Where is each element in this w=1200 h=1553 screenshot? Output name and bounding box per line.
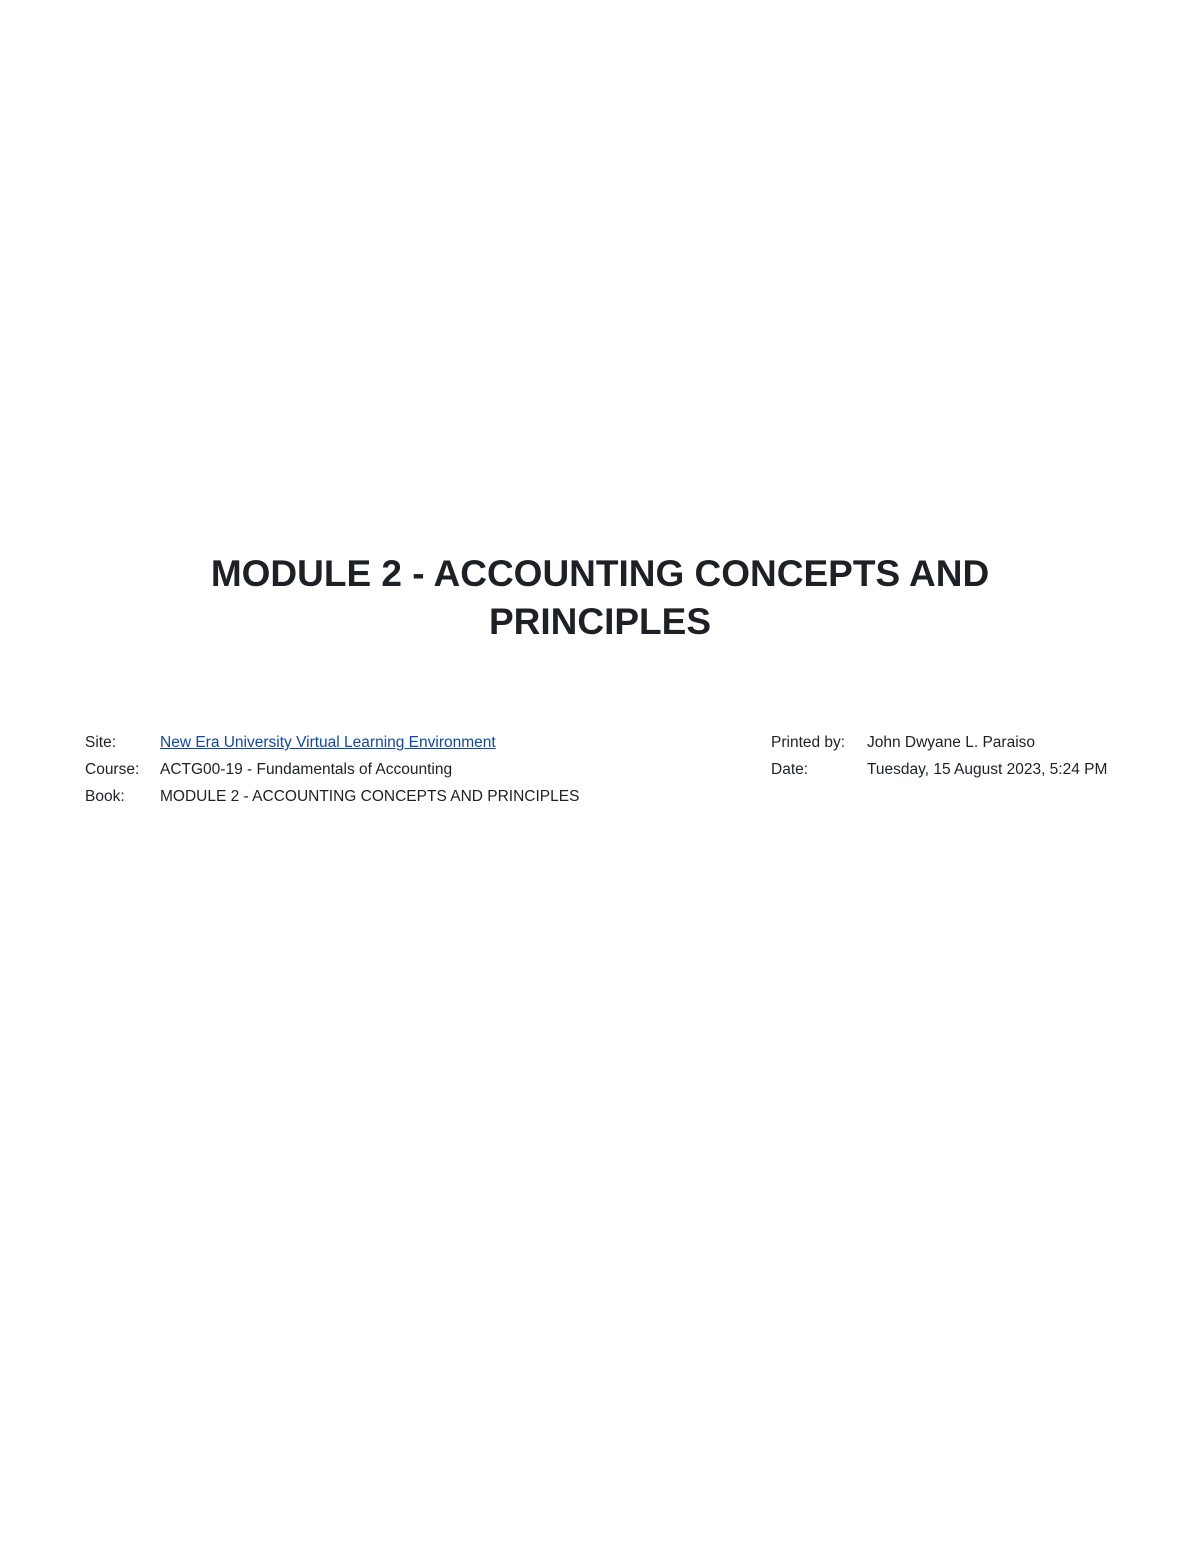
book-label: Book: [85,788,125,805]
printed-by-label: Printed by: [771,734,846,751]
printed-by-row [771,729,1107,756]
site-label: Site: [85,734,117,751]
printed-by-value: John Dwyane L. Paraiso [867,734,1036,751]
date-row [771,756,1107,783]
book-info-left [85,729,579,810]
date-label: Date: [771,761,809,778]
site-link[interactable]: New Era University Virtual Learning Environment [160,734,496,751]
book-info-right [771,729,1107,783]
book-value: MODULE 2 - ACCOUNTING CONCEPTS AND PRINCIPLES [160,788,580,805]
book-title: MODULE 2 - ACCOUNTING CONCEPTS AND PRINCIPLES [210,553,990,642]
course-row [85,756,579,783]
date-value: Tuesday, 15 August 2023, 5:24 PM [867,761,1108,778]
site-row [85,729,579,756]
book-row [85,783,579,810]
course-label: Course: [85,761,140,778]
course-value: ACTG00-19 - Fundamentals of Accounting [160,761,453,778]
